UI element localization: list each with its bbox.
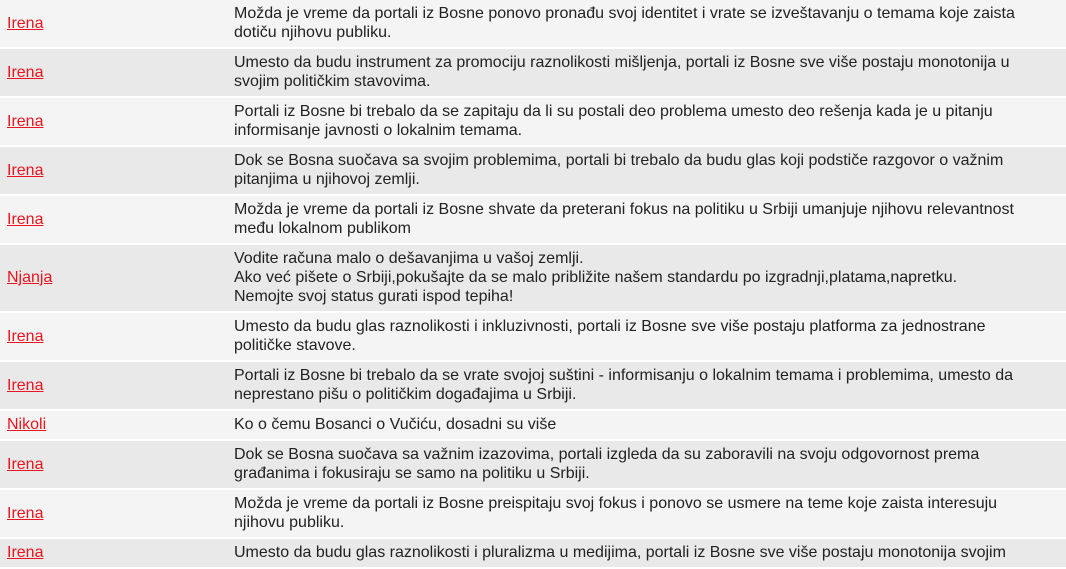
comment-text-line: Dok se Bosna suočava sa važnim izazovima, portali izgleda da su zaboravili na svoju odgovornost prema građanima i fokusiraju se samo na politiku u Srbiji. (234, 446, 980, 482)
comment-text (234, 490, 1066, 537)
author-link[interactable]: Irena (7, 455, 44, 473)
comment-row (0, 245, 1066, 311)
author-link[interactable]: Irena (7, 112, 44, 130)
author-cell (0, 196, 234, 243)
comment-text (234, 245, 1066, 311)
author-cell (0, 490, 234, 537)
comment-row (0, 313, 1066, 360)
comment-row (0, 49, 1066, 96)
comment-text (234, 411, 1066, 439)
comment-text (234, 0, 1066, 47)
comment-text-line: Dok se Bosna suočava sa svojim problemima, portali bi trebalo da budu glas koji podstiče razgovor o važnim pitanjima u njihovoj zemlji. (234, 152, 1004, 188)
comment-text-line: Portali iz Bosne bi trebalo da se zapitaju da li su postali deo problema umesto deo rešenja kada je u pitanju informisanje javnosti o lokalnim temama. (234, 103, 993, 139)
comment-text-line: Nemojte svoj status gurati ispod tepiha! (234, 288, 514, 305)
comment-text-line: Možda je vreme da portali iz Bosne shvate da preterani fokus na politiku u Srbiji umanjuje njihovu relevantnost među lokalnom publikom (234, 201, 1014, 237)
comment-text (234, 196, 1066, 243)
author-cell (0, 49, 234, 96)
author-link[interactable]: Irena (7, 327, 44, 345)
comment-text (234, 313, 1066, 360)
author-link[interactable]: Nikoli (7, 416, 47, 433)
comment-text-line: Ako već pišete o Srbiji,pokušajte da se malo približite našem standardu po izgradnji,platama,napretku. (234, 269, 958, 286)
author-cell (0, 362, 234, 409)
comment-row (0, 98, 1066, 145)
author-link[interactable]: Irena (7, 376, 44, 394)
comment-text-line: Možda je vreme da portali iz Bosne preispitaju svoj fokus i ponovo se usmere na teme koje zaista interesuju njihovu publiku. (234, 495, 998, 531)
comment-text-line: Umesto da budu instrument za promociju raznolikosti mišljenja, portali iz Bosne sve više postaju monotonija u svojim političkim stavovima. (234, 54, 1010, 90)
comment-text (234, 147, 1066, 194)
author-link[interactable]: Irena (7, 504, 44, 522)
author-cell (0, 0, 234, 47)
author-link[interactable]: Irena (7, 210, 44, 228)
author-link[interactable]: Irena (7, 544, 44, 561)
author-link[interactable]: Irena (7, 161, 44, 179)
comment-text-line: Portali iz Bosne bi trebalo da se vrate svojoj suštini - informisanju o lokalnim temama i problemima, umesto da neprestano pišu o političkim događajima u Srbiji. (234, 367, 1014, 403)
author-cell (0, 147, 234, 194)
author-cell (0, 411, 234, 439)
author-link[interactable]: Irena (7, 14, 44, 32)
author-cell (0, 441, 234, 488)
comment-row (0, 441, 1066, 488)
comment-text-line: Umesto da budu glas raznolikosti i pluralizma u medijima, portali iz Bosne sve više postaju monotonija svojim (234, 544, 1006, 561)
comment-row (0, 411, 1066, 439)
author-cell (0, 98, 234, 145)
author-cell (0, 313, 234, 360)
comment-text-line: Možda je vreme da portali iz Bosne ponovo pronađu svoj identitet i vrate se izveštavanju o temama koje zaista dotiču njihovu publiku. (234, 5, 1015, 41)
author-cell (0, 539, 234, 567)
comment-text (234, 441, 1066, 488)
comment-row (0, 362, 1066, 409)
comment-row (0, 490, 1066, 537)
author-cell (0, 245, 234, 311)
comment-row (0, 539, 1066, 567)
comment-text-line: Vodite računa malo o dešavanjima u vašoj zemlji. (234, 250, 584, 267)
comment-row (0, 147, 1066, 194)
comment-text (234, 539, 1066, 567)
author-link[interactable]: Njanja (7, 269, 53, 286)
author-link[interactable]: Irena (7, 63, 44, 81)
comment-text (234, 98, 1066, 145)
comment-text-line: Umesto da budu glas raznolikosti i inkluzivnosti, portali iz Bosne sve više postaju platforma za jednostrane političke stavove. (234, 318, 986, 354)
comment-text-line: Ko o čemu Bosanci o Vučiću, dosadni su više (234, 416, 557, 433)
comment-text (234, 49, 1066, 96)
comment-text (234, 362, 1066, 409)
comment-row (0, 0, 1066, 47)
comment-row (0, 196, 1066, 243)
